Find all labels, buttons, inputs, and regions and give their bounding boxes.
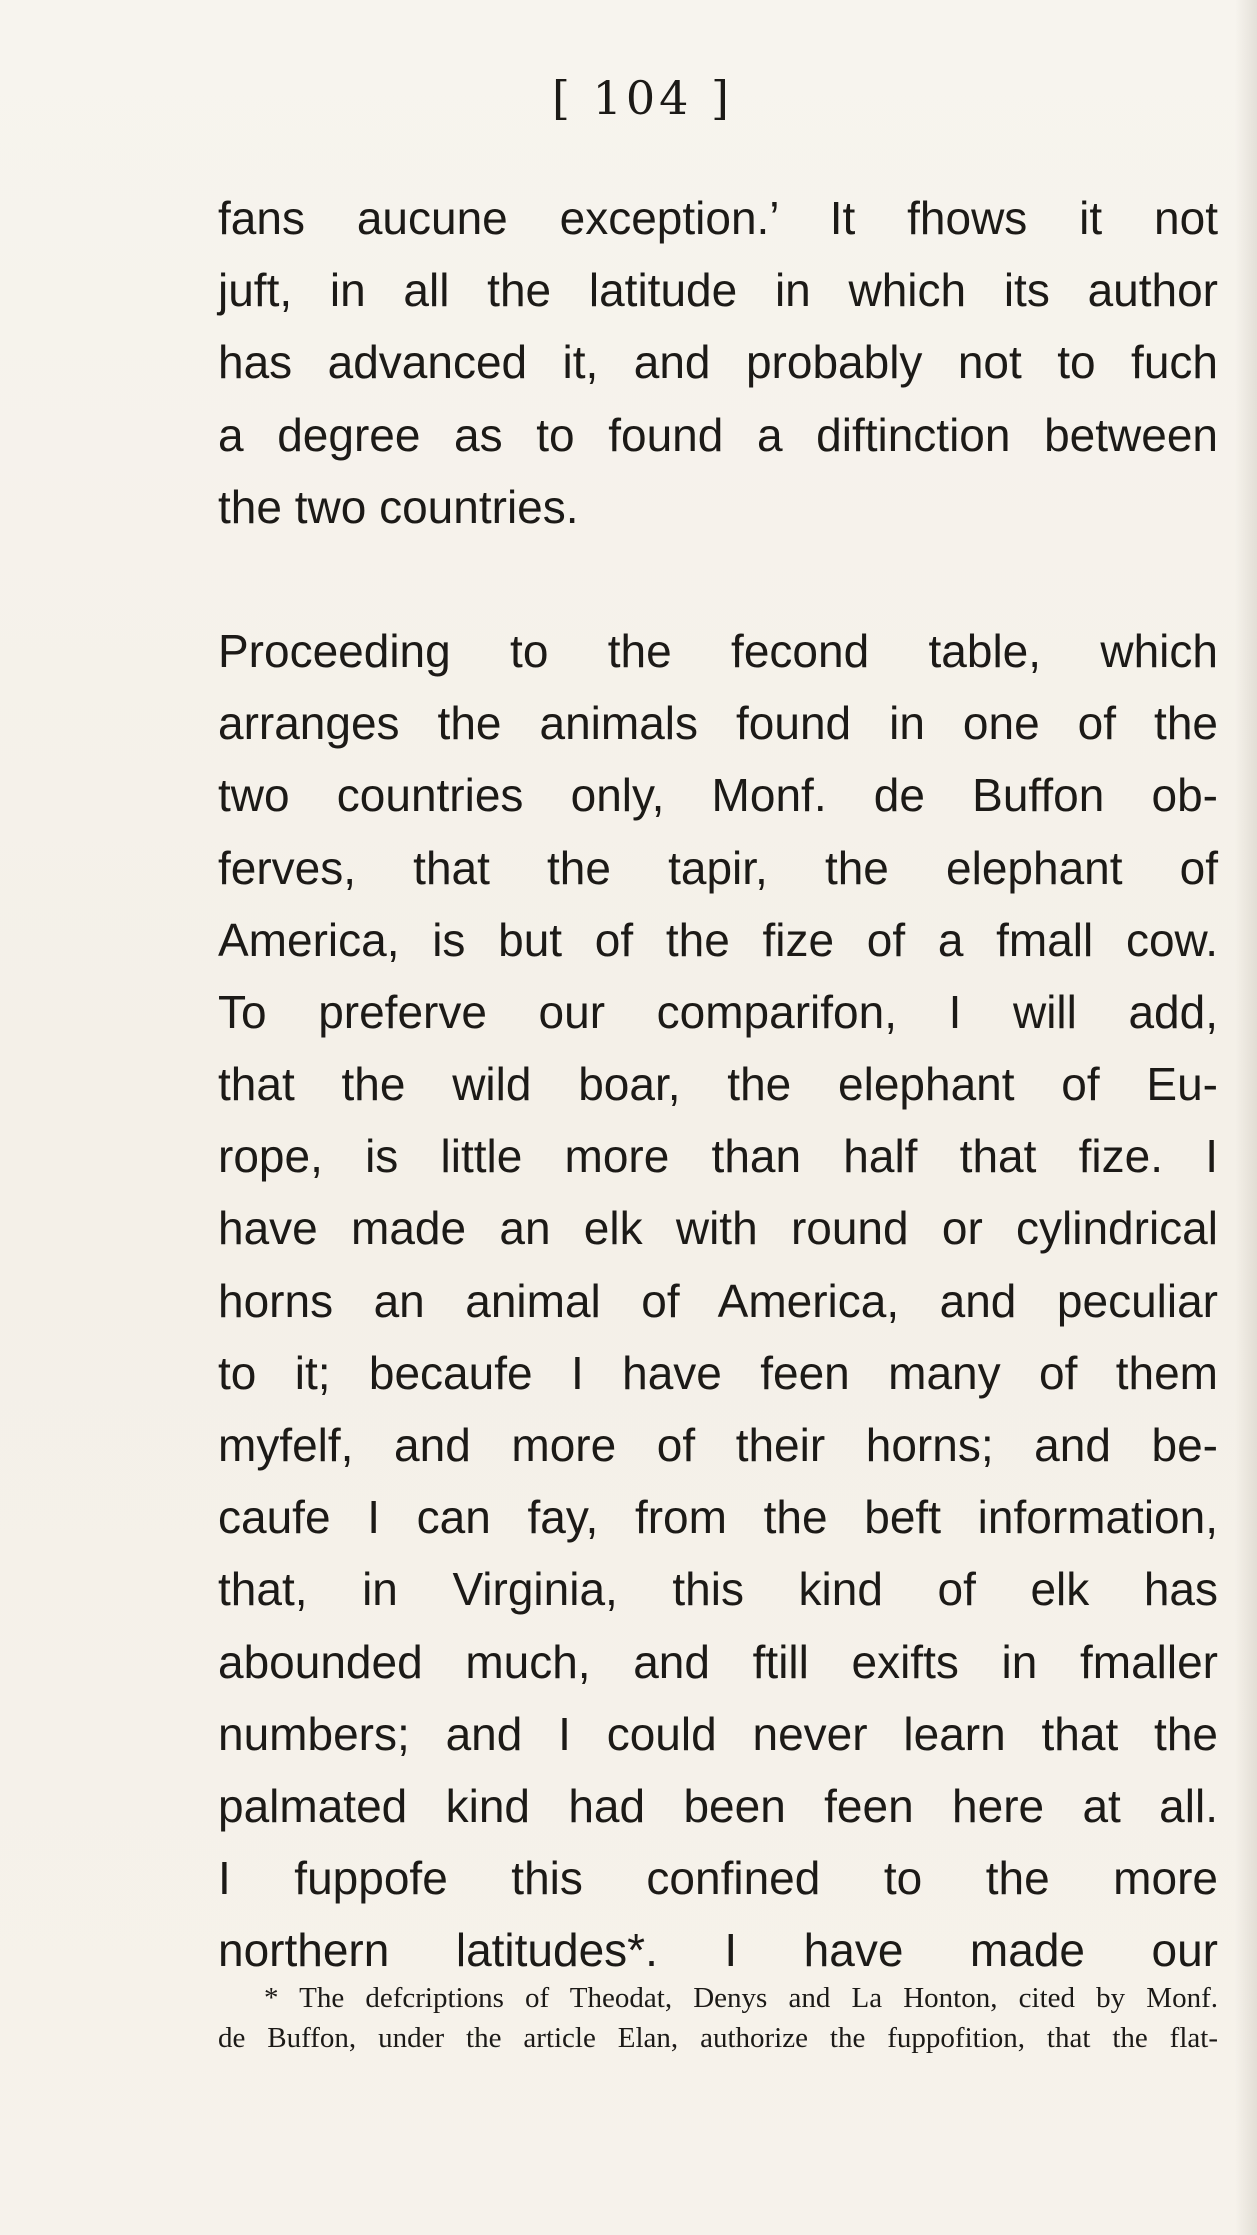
text-line: to it; becaufe I have feen many of them <box>218 1346 1218 1399</box>
paragraph-gap <box>218 543 1218 615</box>
text-line: caufe I can fay, from the beft information, <box>218 1491 1218 1544</box>
footnote-line: de Buffon, under the article Elan, authorize the fuppofition, that the flat- <box>218 2022 1218 2054</box>
page-number: [ 104 ] <box>552 71 733 125</box>
text-line: has advanced it, and probably not to fuch <box>218 336 1218 389</box>
main-text <box>218 182 1218 1987</box>
footnote <box>218 1978 1218 2058</box>
text-line: that, in Virginia, this kind of elk has <box>218 1563 1218 1616</box>
text-line: America, is but of the fize of a fmall cow. <box>218 913 1218 966</box>
text-line: fans aucune exception.’ It fhows it not <box>218 192 1218 244</box>
footnote-line: * The defcriptions of Theodat, Denys and La Honton, cited by Monf. <box>264 1982 1218 2014</box>
paragraph-2 <box>218 615 1218 1987</box>
text-line: a degree as to found a diftinction between <box>218 408 1218 461</box>
text-line: To preferve our comparifon, I will add, <box>218 985 1218 1038</box>
text-line: that the wild boar, the elephant of Eu- <box>218 1058 1218 1111</box>
page-edge-shadow <box>1235 0 1257 2235</box>
text-line: northern latitudes*. I have made our <box>218 1924 1218 1977</box>
text-line: myfelf, and more of their horns; and be- <box>218 1419 1218 1471</box>
paragraph-1 <box>218 182 1218 543</box>
text-line: Proceeding to the fecond table, which <box>218 624 1218 677</box>
text-line: I fuppofe this confined to the more <box>218 1852 1218 1905</box>
text-line: numbers; and I could never learn that the <box>218 1707 1218 1760</box>
text-line: arranges the animals found in one of the <box>218 697 1218 750</box>
text-line: two countries only, Monf. de Buffon ob- <box>218 769 1218 822</box>
text-line: palmated kind had been feen here at all. <box>218 1779 1218 1832</box>
text-line: horns an animal of America, and peculiar <box>218 1274 1218 1327</box>
text-line: juft, in all the latitude in which its author <box>218 264 1218 317</box>
text-line: rope, is little more than half that fize. I <box>218 1130 1218 1183</box>
text-line: have made an elk with round or cylindrical <box>218 1202 1218 1255</box>
text-line: abounded much, and ftill exifts in fmaller <box>218 1635 1218 1688</box>
text-line: the two countries. <box>218 480 579 533</box>
text-line: ferves, that the tapir, the elephant of <box>218 841 1218 894</box>
